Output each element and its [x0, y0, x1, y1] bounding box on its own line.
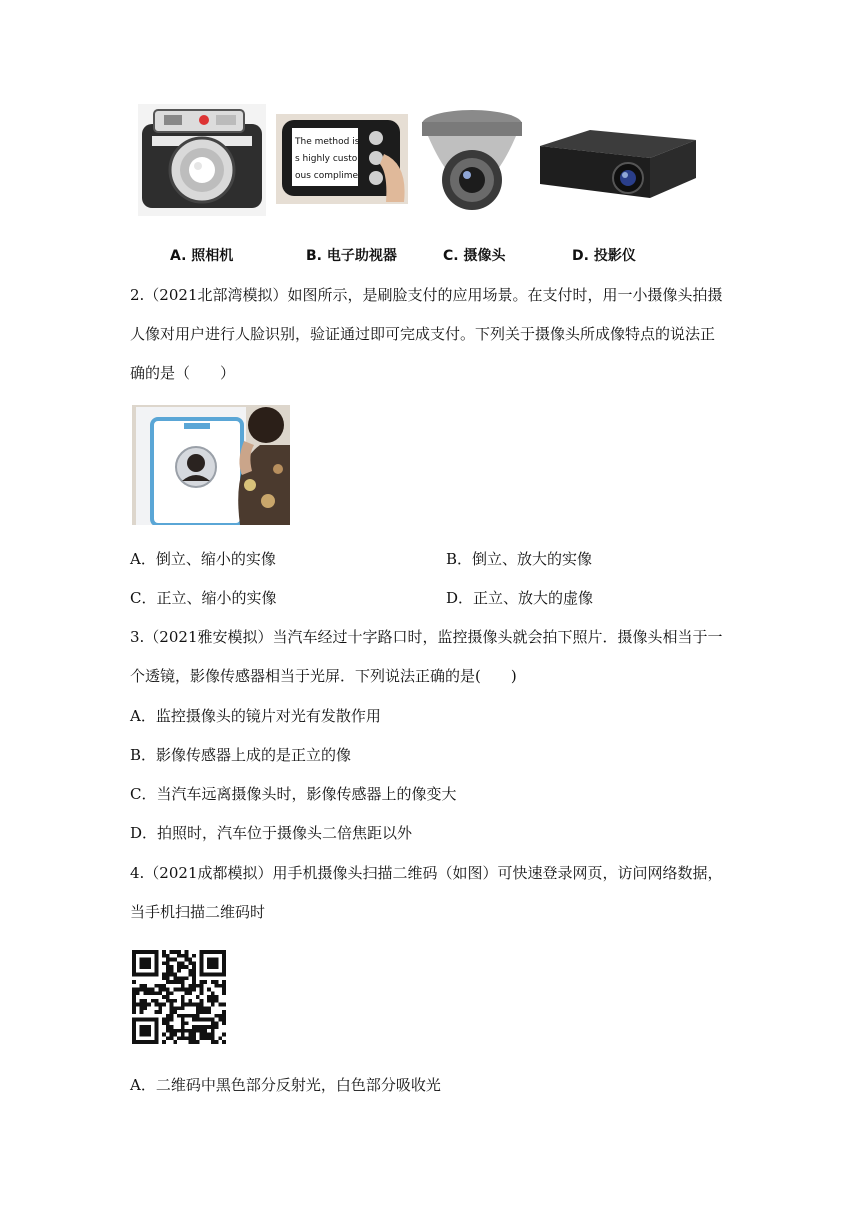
q2-option-d: D．正立、放大的虚像: [446, 589, 594, 607]
caption-d: D. 投影仪: [572, 248, 636, 264]
q4-line-1: 4.（2021成都模拟）用手机摄像头扫描二维码（如图）可快速登录网页，访问网络数据，: [130, 864, 723, 882]
camera-image: [138, 104, 266, 216]
q2-line-2: 人像对用户进行人脸识别，验证通过即可完成支付。下列关于摄像头所成像特点的说法正: [130, 325, 716, 343]
face-payment-image: [132, 405, 290, 525]
q4-line-2: 当手机扫描二维码时: [130, 903, 266, 921]
caption-c: C. 摄像头: [443, 248, 506, 264]
q3-line-1: 3.（2021雅安模拟）当汽车经过十字路口时，监控摄像头就会拍下照片．摄像头相当于一: [130, 628, 723, 646]
dome-camera-image: [418, 108, 526, 218]
q3-option-d: D．拍照时，汽车位于摄像头二倍焦距以外: [130, 824, 413, 842]
electronic-magnifier-image: [276, 114, 408, 204]
q3-option-c: C．当汽车远离摄像头时，影像传感器上的像变大: [130, 785, 457, 803]
svg-text:s highly custo: s highly custo: [295, 154, 358, 164]
projector-image: [530, 126, 700, 204]
qr-code-image: [132, 950, 226, 1044]
caption-a: A. 照相机: [170, 248, 234, 264]
q2-option-c: C．正立、缩小的实像: [130, 589, 277, 607]
figure-devices: [130, 100, 710, 230]
q3-option-b: B．影像传感器上成的是正立的像: [130, 746, 352, 764]
q2-line-3: 确的是（ ）: [130, 364, 236, 382]
q3-line-2: 个透镜，影像传感器相当于光屏．下列说法正确的是( ): [130, 667, 517, 685]
q2-option-b: B．倒立、放大的实像: [446, 550, 593, 568]
q4-option-a: A．二维码中黑色部分反射光，白色部分吸收光: [130, 1076, 441, 1094]
caption-b: B. 电子助视器: [306, 248, 397, 264]
q2-option-a: A．倒立、缩小的实像: [130, 550, 276, 568]
svg-text:The method is: The method is: [295, 137, 360, 147]
q3-option-a: A．监控摄像头的镜片对光有发散作用: [130, 707, 381, 725]
q2-line-1: 2.（2021北部湾模拟）如图所示，是刷脸支付的应用场景。在支付时，用一小摄像头拍摄: [130, 286, 723, 304]
svg-text:ous complime: ous complime: [295, 171, 358, 181]
